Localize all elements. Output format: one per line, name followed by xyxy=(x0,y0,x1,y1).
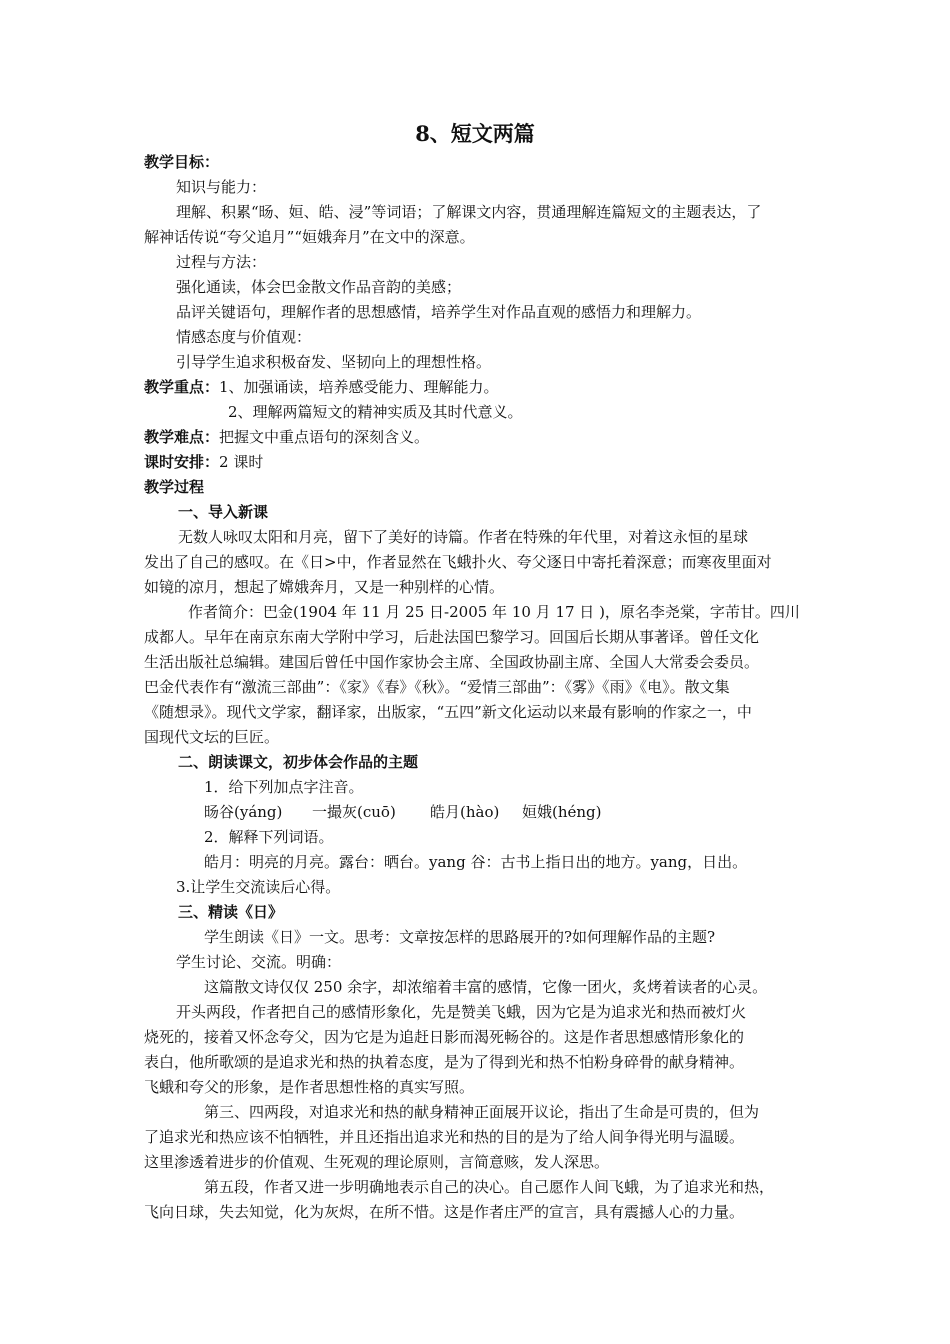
author-bio-line: 生活出版社总编辑。建国后曾任中国作家协会主席、全国政协副主席、全国人大常委会委员。 xyxy=(144,653,760,671)
section3-p2-line: 开头两段，作者把自己的感情形象化，先是赞美飞蛾，因为它是为追求光和热而被灯火 xyxy=(176,1003,747,1021)
emotion-heading: 情感态度与价值观： xyxy=(176,328,312,346)
section1-p1-line: 如镜的凉月，想起了嫦娥奔月，又是一种别样的心情。 xyxy=(144,578,505,596)
section3-discuss: 学生讨论、交流。明确： xyxy=(176,953,342,971)
section3-p2-line: 飞蛾和夸父的形象，是作者思想性格的真实写照。 xyxy=(144,1078,475,1096)
section3-heading: 三、精读《日》 xyxy=(178,903,284,921)
author-bio-line: 作者简介：巴金(1904 年 11 月 25 日-2005 年 10 月 17 日 )，原名李尧棠，字芾甘。四川 xyxy=(188,603,800,621)
key-point-1: 1、加强诵读，培养感受能力、理解能力。 xyxy=(219,378,499,396)
emotion-line-1: 引导学生追求积极奋发、坚韧向上的理想性格。 xyxy=(176,353,492,371)
section3-p3-line: 这里渗透着进步的价值观、生死观的理论原则，言简意赅，发人深思。 xyxy=(144,1153,610,1171)
definitions-line: 皓月：明亮的月亮。露台：晒台。yang 谷：古书上指日出的地方。yang，日出。 xyxy=(204,853,748,871)
pinyin-item-2: 一撮灰(cuō) xyxy=(312,803,396,821)
section2-question-1: 1．给下列加点字注音。 xyxy=(204,778,364,796)
process-section-heading: 教学过程 xyxy=(144,478,205,496)
section3-p3-line: 第三、四两段，对追求光和热的献身精神正面展开议论，指出了生命是可贵的，但为 xyxy=(204,1103,760,1121)
schedule-text: 2 课时 xyxy=(219,453,264,471)
knowledge-heading: 知识与能力： xyxy=(176,178,267,196)
difficulty-line xyxy=(144,427,429,447)
process-line-2: 品评关键语句，理解作者的思想感情，培养学生对作品直观的感悟力和理解力。 xyxy=(176,303,702,321)
document-title: 8、短文两篇 xyxy=(415,121,535,146)
pinyin-item-4: 姮娥(héng) xyxy=(522,803,602,821)
section1-heading: 一、导入新课 xyxy=(178,503,269,521)
section3-p4-line: 第五段，作者又进一步明确地表示自己的决心。自己愿作人间飞蛾，为了追求光和热， xyxy=(204,1178,775,1196)
difficulty-text: 把握文中重点语句的深刻含义。 xyxy=(219,428,430,446)
section2-question-2: 2．解释下列词语。 xyxy=(204,828,334,846)
process-heading: 过程与方法： xyxy=(176,253,267,271)
section3-intro: 学生朗读《日》一文。思考：文章按怎样的思路展开的?如何理解作品的主题? xyxy=(204,928,716,946)
pinyin-item-1: 旸谷(yáng) xyxy=(204,803,283,821)
section3-p1: 这篇散文诗仅仅 250 余字，却浓缩着丰富的感情，它像一团火，炙烤着读者的心灵。 xyxy=(204,978,768,996)
section3-p3-line: 了追求光和热应该不怕牺牲，并且还指出追求光和热的目的是为了给人间争得光明与温暖。 xyxy=(144,1128,745,1146)
knowledge-line-1: 理解、积累“旸、姮、皓、浸”等词语；了解课文内容，贯通理解连篇短文的主题表达，了 xyxy=(176,203,762,221)
knowledge-line-2: 解神话传说“夸父追月”“姮娥奔月”在文中的深意。 xyxy=(144,228,475,246)
author-bio-line: 巴金代表作有“激流三部曲”：《家》《春》《秋》。“爱情三部曲”：《雾》《雨》《电》。散文集 xyxy=(144,678,730,696)
key-point-2: 2、理解两篇短文的精神实质及其时代意义。 xyxy=(228,403,523,421)
section3-p2-line: 表白，他所歌颂的是追求光和热的执着态度，是为了得到光和热不怕粉身碎骨的献身精神。 xyxy=(144,1053,745,1071)
pinyin-item-3: 皓月(hào) xyxy=(430,803,500,821)
section3-p4-line: 飞向日球，失去知觉，化为灰烬，在所不惜。这是作者庄严的宣言，具有震撼人心的力量。 xyxy=(144,1203,745,1221)
schedule-heading: 课时安排： xyxy=(144,453,220,471)
section2-heading: 二、朗读课文，初步体会作品的主题 xyxy=(178,753,419,771)
difficulty-heading: 教学难点： xyxy=(144,428,220,446)
author-bio-line: 国现代文坛的巨匠。 xyxy=(144,728,280,746)
section1-p1-line: 发出了自己的感叹。在《日>中，作者显然在飞蛾扑火、夸父逐日中寄托着深意；而寒夜里面对 xyxy=(144,553,772,571)
process-line-1: 强化通读，体会巴金散文作品音韵的美感； xyxy=(176,278,462,296)
key-points-heading: 教学重点： xyxy=(144,378,220,396)
objectives-heading: 教学目标： xyxy=(144,153,220,171)
author-bio-line: 成都人。早年在南京东南大学附中学习，后赴法国巴黎学习。回国后长期从事著译。曾任文化 xyxy=(144,628,760,646)
key-points-line xyxy=(144,377,499,397)
section3-p2-line: 烧死的，接着又怀念夸父，因为它是为追赶日影而渴死畅谷的。这是作者思想感情形象化的 xyxy=(144,1028,745,1046)
section2-question-3: 3.让学生交流读后心得。 xyxy=(176,878,341,896)
section1-p1-line: 无数人咏叹太阳和月亮，留下了美好的诗篇。作者在特殊的年代里，对着这永恒的星球 xyxy=(178,528,749,546)
schedule-line xyxy=(144,452,263,472)
author-bio-line: 《随想录》。现代文学家，翻译家，出版家，“五四”新文化运动以来最有影响的作家之一，中 xyxy=(144,703,752,721)
